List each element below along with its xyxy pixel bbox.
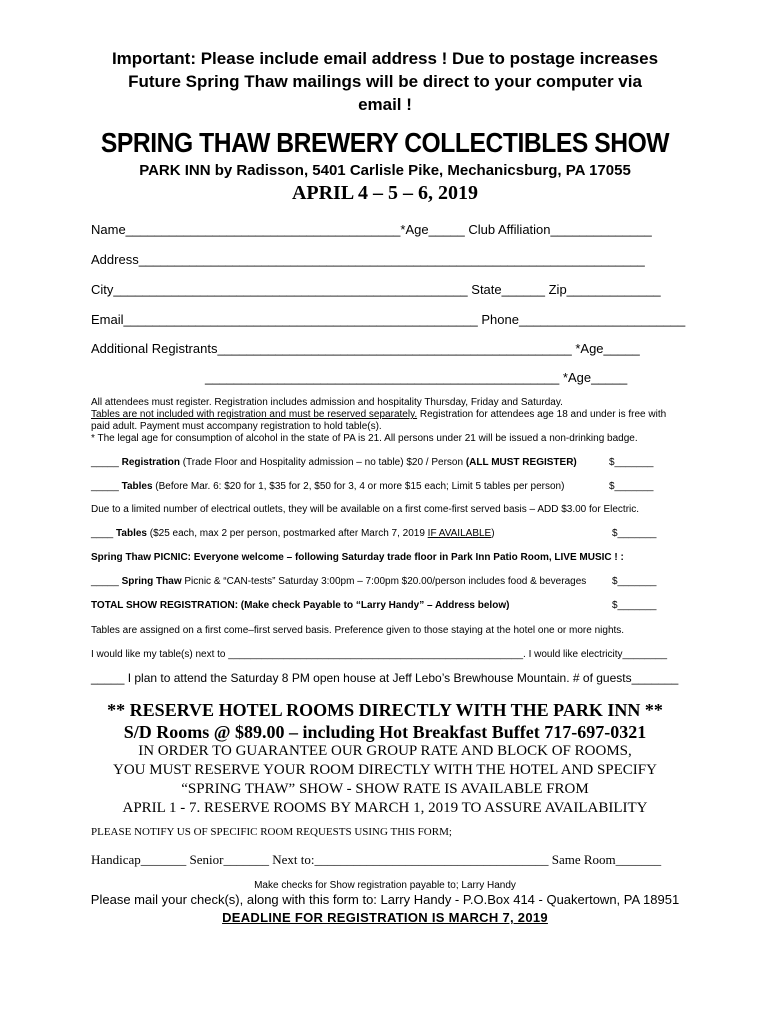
hotel-heading: ** RESERVE HOTEL ROOMS DIRECTLY WITH THE PARK INN ** xyxy=(107,700,663,720)
late-tables-amount[interactable]: $_______ xyxy=(612,528,657,539)
note-tables-underlined: Tables are not included with registration and must be reserved separately. xyxy=(91,409,418,420)
total-registration-label: TOTAL SHOW REGISTRATION: (Make check Payable to “Larry Handy” – Address below) xyxy=(91,600,510,611)
tables-amount[interactable]: $_______ xyxy=(609,481,654,492)
late-tables-if-available: IF AVAILABLE xyxy=(427,528,492,539)
note-tables xyxy=(91,409,666,420)
late-tables-close: ) xyxy=(491,528,495,539)
registration-amount[interactable]: $_______ xyxy=(609,457,654,468)
registration-deadline: DEADLINE FOR REGISTRATION IS MARCH 7, 2019 xyxy=(222,910,548,925)
picnic-label: Spring Thaw xyxy=(121,576,182,587)
electrical-note: Due to a limited number of electrical outlets, they will be available on a first come-first served basis – ADD $3.00 for Electric. xyxy=(91,504,640,515)
hotel-instructions xyxy=(0,742,770,818)
tables-assigned-note: Tables are assigned on a first come–first served basis. Preference given to those staying at the hotel one or more nights. xyxy=(91,625,625,636)
deadline-wrap xyxy=(0,909,770,927)
address-field[interactable]: Address______________________________________________________________________ xyxy=(91,252,645,267)
note-tables-rest: Registration for attendees age 18 and under is free with xyxy=(417,409,667,420)
hotel-instr-4: APRIL 1 - 7. RESERVE ROOMS BY MARCH 1, 2019 TO ASSURE AVAILABILITY xyxy=(122,800,648,816)
late-tables-blank: ____ xyxy=(91,528,117,539)
open-house-field[interactable]: _____ I plan to attend the Saturday 8 PM open house at Jeff Lebo’s Brewhouse Mountain. # of guests_______ xyxy=(91,671,679,685)
room-request-notice: PLEASE NOTIFY US OF SPECIFIC ROOM REQUESTS USING THIS FORM; xyxy=(91,826,452,838)
tables-desc: (Before Mar. 6: $20 for 1, $35 for 2, $50 for 3, 4 or more $15 each; Limit 5 tables per person) xyxy=(152,481,565,492)
hotel-instr-1: IN ORDER TO GUARANTEE OUR GROUP RATE AND BLOCK OF ROOMS, xyxy=(138,743,632,759)
note-payment: paid adult. Payment must accompany registration to hold table(s). xyxy=(91,421,382,432)
hotel-rate: S/D Rooms @ $89.00 – including Hot Breakfast Buffet 717-697-0321 xyxy=(123,722,647,742)
picnic-amount[interactable]: $_______ xyxy=(612,576,657,587)
hotel-instr-3: “SPRING THAW” SHOW - SHOW RATE IS AVAILABLE FROM xyxy=(181,781,589,797)
city-state-zip-field[interactable]: City_________________________________________________ State______ Zip_____________ xyxy=(91,282,661,297)
page-title: SPRING THAW BREWERY COLLECTIBLES SHOW xyxy=(100,127,670,158)
checks-payable-note: Make checks for Show registration payable to; Larry Handy xyxy=(254,880,516,891)
registration-all-must: (ALL MUST REGISTER) xyxy=(465,457,577,468)
email-phone-field[interactable]: Email_________________________________________________ Phone_______________________ xyxy=(91,312,686,327)
registration-desc: (Trade Floor and Hospitality admission – no table) $20 / Person xyxy=(179,457,466,468)
important-line-3: email ! xyxy=(358,95,412,114)
important-line-2: Future Spring Thaw mailings will be direct to your computer via xyxy=(128,72,642,91)
mail-instructions: Please mail your check(s), along with this form to: Larry Handy - P.O.Box 414 - Quakertown, PA 18951 xyxy=(90,892,680,907)
picnic-heading: Spring Thaw PICNIC: Everyone welcome – following Saturday trade floor in Park Inn Patio Room, LIVE MUSIC ! : xyxy=(91,552,624,563)
note-legal-age: * The legal age for consumption of alcohol in the state of PA is 21. All persons under 21 will be issued a non-drinking badge. xyxy=(91,433,638,444)
additional-registrants-field[interactable]: Additional Registrants_________________________________________________ *Age_____ xyxy=(91,341,640,356)
picnic-line[interactable] xyxy=(91,576,586,587)
show-date: APRIL 4 – 5 – 6, 2019 xyxy=(291,182,479,204)
total-amount[interactable]: $_______ xyxy=(612,600,657,611)
registration-line[interactable] xyxy=(91,457,577,468)
hotel-instr-2: YOU MUST RESERVE YOUR ROOM DIRECTLY WITH THE HOTEL AND SPECIFY xyxy=(113,762,657,778)
name-age-club-field[interactable]: Name______________________________________*Age_____ Club Affiliation______________ xyxy=(91,222,652,237)
table-next-to-field[interactable]: I would like my table(s) next to _____________________________________________________. I would like electricity________ xyxy=(91,649,668,660)
picnic-blank: _____ xyxy=(91,576,122,587)
late-tables-desc: ($25 each, max 2 per person, postmarked after March 7, 2019 xyxy=(146,528,428,539)
registration-label: Registration xyxy=(121,457,180,468)
picnic-desc: Picnic & “CAN-tests” Saturday 3:00pm – 7:00pm $20.00/person includes food & beverages xyxy=(181,576,587,587)
late-tables-label: Tables xyxy=(116,528,147,539)
important-notice xyxy=(0,47,770,116)
venue-address: PARK INN by Radisson, 5401 Carlisle Pike, Mechanicsburg, PA 17055 xyxy=(139,162,631,179)
additional-registrants-field-2[interactable]: _________________________________________________ *Age_____ xyxy=(205,370,628,385)
title-wrap xyxy=(0,127,770,159)
note-register: All attendees must register. Registration includes admission and hospitality Thursday, Friday and Saturday. xyxy=(91,397,563,408)
late-tables-line[interactable] xyxy=(91,528,495,539)
tables-label: Tables xyxy=(121,481,153,492)
registration-blank: _____ xyxy=(91,457,122,468)
tables-line[interactable] xyxy=(91,481,564,492)
room-request-fields[interactable]: Handicap_______ Senior_______ Next to:____________________________________ Same Room_______ xyxy=(91,852,662,867)
tables-blank: _____ xyxy=(91,481,122,492)
important-line-1: Important: Please include email address ! Due to postage increases xyxy=(111,49,659,68)
